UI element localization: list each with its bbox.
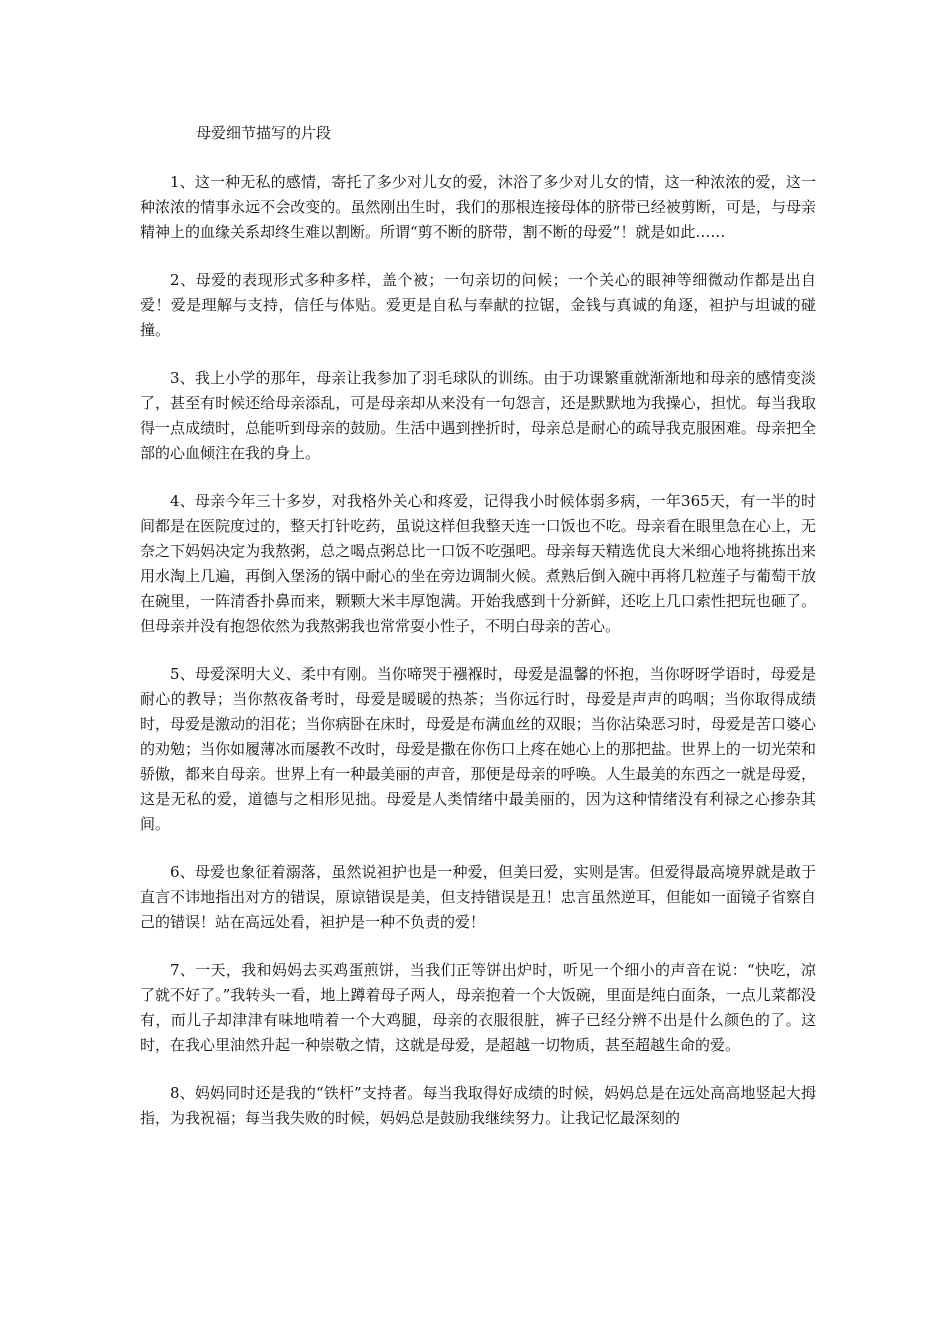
paragraph-3: 3、我上小学的那年，母亲让我参加了羽毛球队的训练。由于功课繁重就渐渐地和母亲的感情变淡了，甚至有时候还给母亲添乱，可是母亲却从来没有一句怨言，还是默默地为我操心，担忧。每当我取得一点成绩时，总能听到母亲的鼓励。生活中遇到挫折时，母亲总是耐心的疏导我克服困难。母亲把全部的心血倾注在我的身上。	[140, 369, 816, 462]
document-title: 母爱细节描写的片段	[196, 124, 332, 142]
paragraph-8: 8、妈妈同时还是我的“铁杆”支持者。每当我取得好成绩的时候，妈妈总是在远处高高地竖起大拇指，为我祝福；每当我失败的时候，妈妈总是鼓励我继续努力。让我记忆最深刻的	[140, 1084, 816, 1127]
paragraph-4: 4、母亲今年三十多岁，对我格外关心和疼爱，记得我小时候体弱多病，一年365天，有一半的时间都是在医院度过的，整天打针吃药，虽说这样但我整天连一口饭也不吃。母亲看在眼里急在心上，无奈之下妈妈决定为我熬粥，总之喝点粥总比一口饭不吃强吧。母亲每天精选优良大米细心地将挑拣出来用水淘上几遍，再倒入堡汤的锅中耐心的坐在旁边调制火候。煮熟后倒入碗中再将几粒莲子与葡萄干放在碗里，一阵清香扑鼻而来，颗颗大米丰厚饱满。开始我感到十分新鲜，还吃上几口索性把玩也砸了。但母亲并没有抱怨依然为我熬粥我也常常耍小性子，不明白母亲的苦心。	[140, 492, 816, 635]
paragraph-1: 1、这一种无私的感情，寄托了多少对儿女的爱，沐浴了多少对儿女的情，这一种浓浓的爱，这一种浓浓的情事永远不会改变的。虽然刚出生时，我们的那根连接母体的脐带已经被剪断，可是，与母亲精神上的血缘关系却终生难以割断。所谓“剪不断的脐带，割不断的母爱”！就是如此……	[140, 173, 816, 241]
document-page	[140, 118, 816, 1154]
paragraph-2: 2、母爱的表现形式多种多样，盖个被；一句亲切的问候；一个关心的眼神等细微动作都是出自爱！爱是理解与支持，信任与体贴。爱更是自私与奉献的拉锯，金钱与真诚的角逐，袒护与坦诚的碰撞。	[140, 271, 816, 339]
paragraph-5: 5、母爱深明大义、柔中有刚。当你啼哭于襁褓时，母爱是温馨的怀抱，当你呀呀学语时，母爱是耐心的教导；当你熬夜备考时，母爱是暖暖的热茶；当你远行时，母爱是声声的呜咽；当你取得成绩时，母爱是激动的泪花；当你病卧在床时，母爱是布满血丝的双眼；当你沾染恶习时，母爱是苦口婆心的劝勉；当你如履薄冰而屡教不改时，母爱是撒在你伤口上疼在她心上的那把盐。世界上的一切光荣和骄傲，都来自母亲。世界上有一种最美丽的声音，那便是母亲的呼唤。人生最美的东西之一就是母爱，这是无私的爱，道德与之相形见拙。母爱是人类情绪中最美丽的，因为这种情绪没有利禄之心掺杂其间。	[140, 665, 816, 833]
paragraph-7: 7、一天，我和妈妈去买鸡蛋煎饼，当我们正等饼出炉时，听见一个细小的声音在说：“快吃，凉了就不好了。”我转头一看，地上蹲着母子两人，母亲抱着一个大饭碗，里面是纯白面条，一点儿菜都没有，而儿子却津津有味地啃着一个大鸡腿，母亲的衣服很脏，裤子已经分辨不出是什么颜色的了。这时，在我心里油然升起一种崇敬之情，这就是母爱，是超越一切物质，甚至超越生命的爱。	[140, 961, 816, 1054]
paragraph-6: 6、母爱也象征着溺落，虽然说袒护也是一种爱，但美曰爱，实则是害。但爱得最高境界就是敢于直言不讳地指出对方的错误，原谅错误是美，但支持错误是丑！忠言虽然逆耳，但能如一面镜子省察自己的错误！站在高远处看，袒护是一种不负责的爱！	[140, 863, 816, 931]
